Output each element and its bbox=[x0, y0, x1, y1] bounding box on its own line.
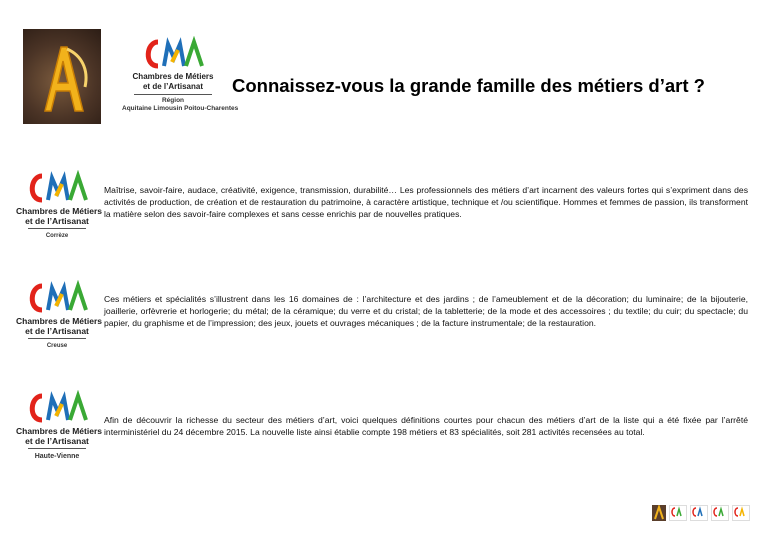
cma-name-line2: et de l’Artisanat bbox=[25, 326, 89, 336]
divider bbox=[134, 94, 212, 95]
cma-mark-icon bbox=[22, 390, 92, 426]
divider bbox=[28, 228, 86, 229]
cma-name-line2: et de l’Artisanat bbox=[25, 216, 89, 226]
mini-a-emblem-icon bbox=[652, 505, 666, 521]
cma-name-line1: Chambres de Métiers bbox=[132, 72, 214, 81]
cma-mark-icon bbox=[22, 280, 92, 316]
intro-paragraph: Maîtrise, savoir-faire, audace, créativité, exigence, transmission, durabilité… Les professionnels des métiers d’art incarnent des valeurs fortes qui s’expriment dans des activités de production, de création et de restauration du patrimoine, à caractère artistique, technique et /ou scientifique. Hommes et femmes de passion, ils transforment la matière selon des savoir-faire complexes et sans cesse enrichis par de nouvelles pratiques. bbox=[104, 185, 748, 220]
department-label: Creuse bbox=[46, 343, 68, 349]
cma-mark-icon bbox=[22, 170, 92, 206]
cma-name-line2: et de l’Artisanat bbox=[25, 436, 89, 446]
cma-name-line2: et de l’Artisanat bbox=[142, 82, 203, 91]
definitions-paragraph: Afin de découvrir la richesse du secteur des métiers d’art, voici quelques définitions courtes pour chacun des métiers d’art de la liste qui a été fixée par l’arrêté interministériel du 24 décembre 2015. La nouvelle liste ainsi établie compte 198 métiers et 83 spécialités, soit 281 activités recensées au total. bbox=[104, 415, 748, 438]
cma-creuse-logo bbox=[16, 280, 102, 349]
cma-correze-logo bbox=[16, 170, 102, 239]
page-title: Connaissez-vous la grande famille des métiers d’art ? bbox=[232, 75, 705, 96]
cma-name-line1: Chambres de Métiers bbox=[16, 316, 102, 326]
mini-cma-logo-icon bbox=[732, 505, 750, 521]
department-label: Corrèze bbox=[45, 233, 69, 239]
region-name: Aquitaine Limousin Poitou-Charentes bbox=[122, 105, 239, 112]
divider bbox=[28, 338, 86, 339]
cma-region-logo bbox=[122, 36, 239, 113]
metiers-art-a-emblem bbox=[23, 29, 101, 124]
footer-logos bbox=[652, 505, 750, 521]
domains-paragraph: Ces métiers et spécialités s’illustrent dans les 16 domaines de : l’architecture et des jardins ; de l’ameublement et de la décoration; du luminaire; de la bijouterie, joaillerie, orfèvrerie et horlogerie; du métal; de la céramique; du verre et du cristal; de la tabletterie; de la mode et des accessoires ; du textile; du cuir; du spectacle; du papier, du graphisme et de l’impression; des jeux, jouets et ouvrages mécaniques ; de la facture instrumentale; de la restauration. bbox=[104, 294, 748, 329]
cma-haute-vienne-logo bbox=[16, 390, 102, 460]
mini-cma-logo-icon bbox=[669, 505, 687, 521]
a-letter-icon bbox=[23, 29, 101, 124]
cma-name-line1: Chambres de Métiers bbox=[16, 206, 102, 216]
mini-cma-logo-icon bbox=[690, 505, 708, 521]
mini-cma-logo-icon bbox=[711, 505, 729, 521]
divider bbox=[28, 448, 86, 449]
cma-name-line1: Chambres de Métiers bbox=[16, 426, 102, 436]
department-label: Haute-Vienne bbox=[34, 453, 80, 460]
region-label: Région bbox=[161, 97, 185, 104]
cma-mark-icon bbox=[138, 36, 208, 72]
